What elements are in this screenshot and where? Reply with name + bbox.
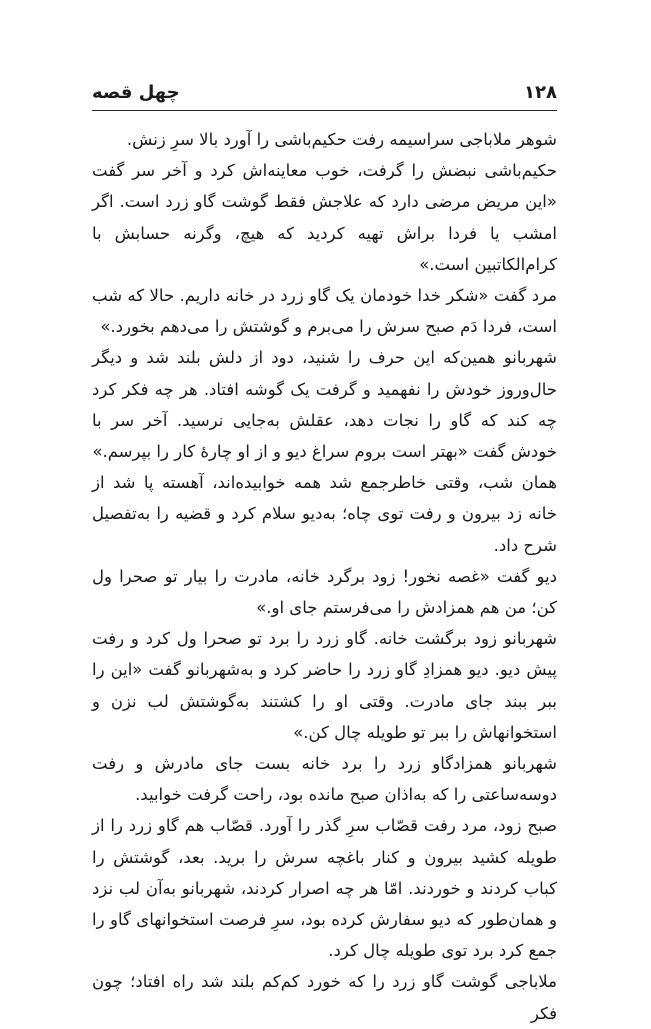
paragraph: مرد گفت «شکر خدا خودمان یک گاو زرد در خانه داریم. حالا که شب است، فردا دَم صبح سرش را می‌برم و گوشتش را می‌دهم بخورد.»	[92, 286, 557, 337]
page-header	[92, 78, 557, 106]
paragraph: شوهر ملاباجی سراسیمه رفت حکیم‌باشی را آورد بالا سرِ زنش.	[126, 130, 557, 149]
paragraph: صبح زود، مرد رفت قصّاب سرِ گذر را آورد. قصّاب هم گاو زرد را از طویله کشید بیرون و کنار باغچه سرش را برید. بعد، گوشتش را کباب کردند و خوردند. امّا هر چه اصرار کردند، شهربانو به‌آن لب نزد و همان‌طور که دیو سفارش کرده بود، سرِ فرصت استخوانهای گاو را جمع کرد برد توی طویله چال کرد.	[92, 816, 557, 961]
paragraph: ملاباجی گوشت گاو زرد را که خورد کم‌کم بلند شد راه افتاد؛ چون فکر	[92, 972, 557, 1023]
paragraph: شهربانو زود برگشت خانه. گاو زرد را برد تو صحرا ول کرد و رفت پیش دیو. دیو همزادِ گاو زرد را حاضر کرد و به‌شهربانو گفت «این را ببر ببند جای مادرت. وقتی او را کشتند به‌گوشتش لب نزن و استخوانهاش را ببر تو طویله چال کن.»	[92, 629, 557, 742]
paragraph: حکیم‌باشی نبضش را گرفت، خوب معاینه‌اش کرد و آخر سر گفت «این مریض مرضی دارد که علاجش فقط گوشت گاو زرد است. اگر امشب یا فردا براش تهیه کردید که هیچ، وگرنه حسابش با کرام‌الکاتبین است.»	[92, 161, 557, 274]
page-number: ۱۲۸	[524, 81, 557, 103]
paragraph: همان شب، وقتی خاطرجمع شد همه خوابیده‌اند، آهسته پا شد از خانه زد بیرون و رفت توی چاه؛ به‌دیو سلام کرد و قضیه را به‌تفصیل شرح داد.	[92, 473, 557, 555]
book-title: چهل قصه	[92, 81, 180, 103]
paragraph: شهربانو همزادگاو زرد را برد خانه بست جای مادرش و رفت دوسه‌ساعتی را که به‌اذان صبح مانده بود، راحت گرفت خوابید.	[92, 754, 557, 805]
page-body	[92, 124, 557, 1029]
paragraph: شهربانو همین‌که این حرف را شنید، دود از دلش بلند شد و دیگر حال‌وروز خودش را نفهمید و گرفت یک گوشه افتاد. هر چه فکر کرد چه کند که گاو را نجات دهد، عقلش به‌جایی نرسید. آخر سر با خودش گفت «بهتر است بروم سراغ دیو و از او چارهٔ کار را بپرسم.»	[92, 348, 557, 462]
paragraph: دیو گفت «غصه نخور! زود برگرد خانه، مادرت را بیار تو صحرا ول کن؛ من هم همزادش را می‌فرستم جای او.»	[92, 566, 557, 618]
header-rule	[92, 110, 557, 111]
